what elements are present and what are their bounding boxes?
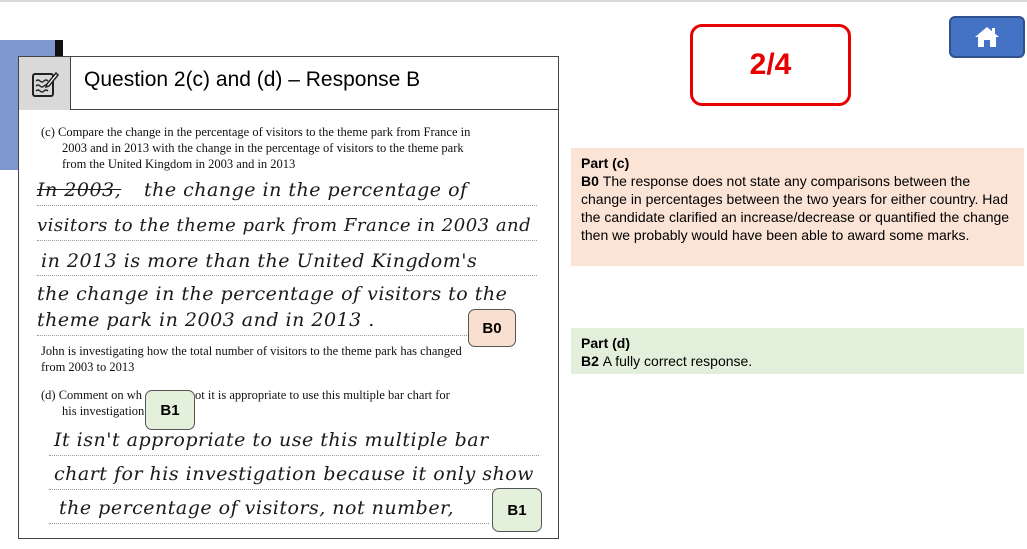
comment-part-d xyxy=(571,328,1024,374)
notepad-pen-icon xyxy=(30,69,60,99)
mark-badge-b1: B1 xyxy=(145,390,195,430)
answer-line-divider xyxy=(37,205,537,206)
answer-line-divider xyxy=(37,240,537,241)
page-title: Question 2(c) and (d) – Response B xyxy=(84,68,421,91)
question-d-line-2: his investigation xyxy=(62,404,145,418)
comment-c-text: The response does not state any comparisons between the change in percentages between the two years for either country. Had the candidate clarified an increase/decrease or quantified the change then we probably would have been able to award some marks. xyxy=(581,173,1010,243)
answer-line-divider xyxy=(49,455,539,456)
question-c-line-1: (c) Compare the change in the percentage of visitors to the theme park from France in xyxy=(41,125,471,139)
question-d-line-1a: (d) Comment on wh xyxy=(41,388,143,402)
answer-line-divider xyxy=(49,489,539,490)
comment-c-heading: Part (c) xyxy=(581,155,630,171)
answer-c-struck: In 2003, xyxy=(37,179,122,201)
comment-d-text: A fully correct response. xyxy=(602,353,753,369)
score-badge: 2/4 xyxy=(690,24,851,106)
answer-d-line-2: chart for his investigation because it only show xyxy=(54,463,534,485)
answer-c-line-3: in 2013 is more than the United Kingdom's xyxy=(41,250,478,272)
comment-d-code: B2 xyxy=(581,353,603,369)
answer-c-line-5: theme park in 2003 and in 2013 . xyxy=(37,309,375,331)
comment-c-code: B0 xyxy=(581,173,603,189)
home-icon xyxy=(974,25,1000,49)
home-button[interactable] xyxy=(949,16,1025,58)
answer-c-line-2: visitors to the theme park from France in 2003 and xyxy=(37,215,532,236)
card-header xyxy=(19,57,558,110)
comment-d-heading: Part (d) xyxy=(581,335,630,351)
answer-line-divider xyxy=(49,523,489,524)
mark-badge-b1: B1 xyxy=(492,488,542,532)
header-icon-box xyxy=(19,57,71,110)
answer-c-line-4: the change in the percentage of visitors to the xyxy=(37,283,508,305)
top-rule xyxy=(0,0,1027,2)
question-c-line-3: from the United Kingdom in 2003 and in 2013 xyxy=(62,157,296,171)
intro-line-1: John is investigating how the total number of visitors to the theme park has changed xyxy=(41,344,462,358)
mark-badge-b0: B0 xyxy=(468,309,516,347)
answer-d-line-1: It isn't appropriate to use this multiple bar xyxy=(54,429,489,451)
question-c-line-2: 2003 and in 2013 with the change in the percentage of visitors to the theme park xyxy=(62,141,464,155)
question-d-line-1b: ot it is appropriate to use this multiple bar chart for xyxy=(195,388,450,402)
comment-part-c xyxy=(571,148,1024,266)
answer-line-divider xyxy=(37,335,467,336)
question-card xyxy=(18,56,559,539)
answer-d-line-3: the percentage of visitors, not number, xyxy=(59,497,455,519)
intro-line-2: from 2003 to 2013 xyxy=(41,360,135,374)
answer-c-line-1: the change in the percentage of xyxy=(144,179,468,201)
answer-line-divider xyxy=(37,275,537,276)
